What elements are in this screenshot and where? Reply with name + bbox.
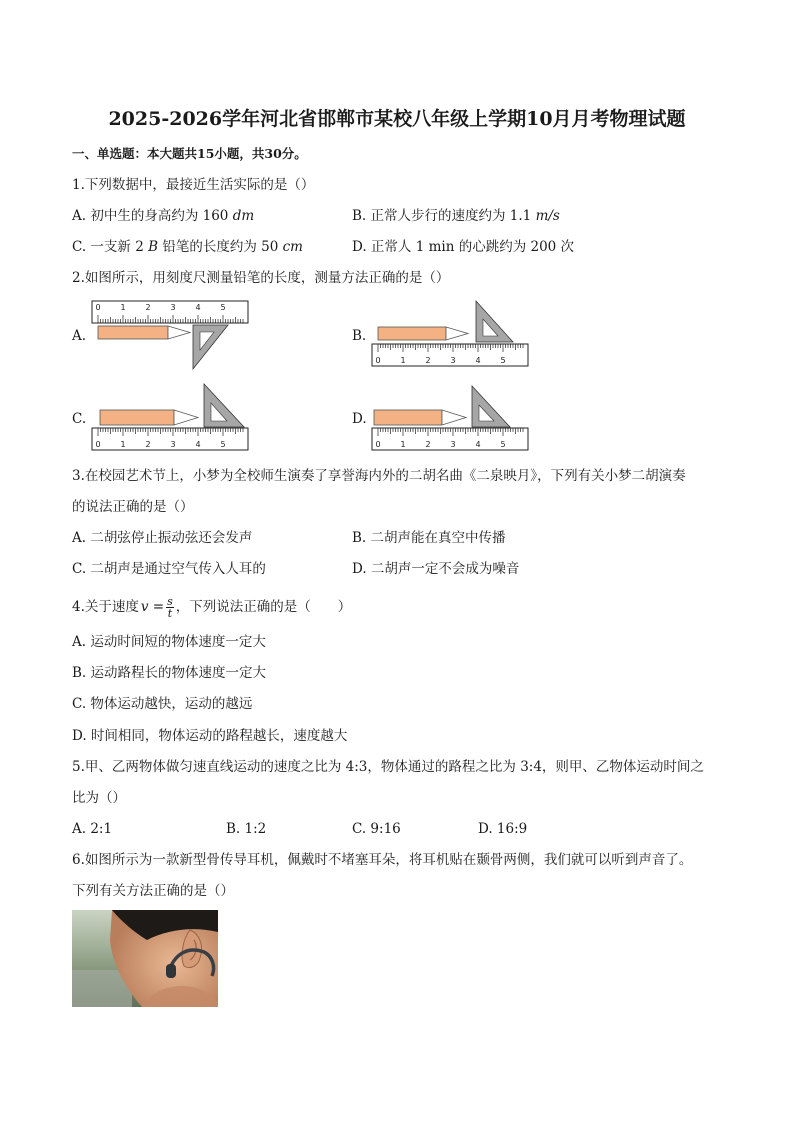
q2-label-a[interactable]: A. (72, 328, 87, 344)
q3-option-d[interactable]: D. 二胡声一定不会成为噪音 (352, 561, 520, 577)
ruler-tick-label: 5 (220, 303, 226, 312)
ruler-figure-c (88, 381, 253, 455)
headphone-icon (166, 964, 176, 978)
q3-stem-line1: 3.在校园艺术节上，小梦为全校师生演奏了享誉海内外的二胡名曲《二泉映月》，下列有关小梦二胡演奏 (72, 468, 686, 484)
q2-stem: 2.如图所示，用刻度尺测量铅笔的长度，测量方法正确的是（） (72, 270, 450, 286)
ruler-tick-label: 1 (120, 440, 126, 449)
q3-stem-line2: 的说法正确的是（） (72, 499, 194, 515)
q1-option-d[interactable]: D. 正常人 1 min 的心跳约为 200 次 (352, 239, 575, 255)
ruler-tick-label: 2 (425, 440, 431, 449)
q5-stem-line2: 比为（） (72, 790, 126, 806)
pencil-d (374, 410, 442, 425)
q5-option-b[interactable]: B. 1:2 (226, 821, 267, 837)
pencil-a (98, 326, 168, 339)
ruler-tick-label: 1 (400, 440, 406, 449)
ruler-tick-label: 4 (475, 440, 481, 449)
pencil-c (100, 410, 174, 425)
q5-option-c[interactable]: C. 9:16 (352, 821, 401, 837)
q3-option-a[interactable]: A. 二胡弦停止振动弦还会发声 (72, 530, 253, 546)
q6-stem-line2: 下列有关方法正确的是（） (72, 883, 234, 899)
ruler-figure-b (368, 298, 533, 372)
ruler-figure-a (88, 298, 253, 372)
q1-option-c[interactable]: C. 一支新 2 B 铅笔的长度约为 50 cm (72, 239, 303, 255)
q2-label-d[interactable]: D. (352, 411, 367, 427)
q1-option-b[interactable]: B. 正常人步行的速度约为 1.1 m/s (352, 208, 560, 224)
ruler-tick-label: 3 (450, 356, 456, 365)
q5-option-d[interactable]: D. 16:9 (478, 821, 528, 837)
page-title: 2025-2026学年河北省邯郸市某校八年级上学期10月月考物理试题 (108, 108, 686, 130)
ruler-tick-label: 4 (475, 356, 481, 365)
q6-stem-line1: 6.如图所示为一款新型骨传导耳机，佩戴时不堵塞耳朵，将耳机贴在颞骨两侧，我们就可以听到声音了。 (72, 852, 693, 868)
q1-option-a[interactable]: A. 初中生的身高约为 160 dm (72, 208, 255, 224)
q3-option-c[interactable]: C. 二胡声是通过空气传入人耳的 (72, 561, 266, 577)
ruler-tick-label: 2 (425, 356, 431, 365)
q4-option-d[interactable]: D. 时间相同，物体运动的路程越长，速度越大 (72, 728, 348, 744)
ruler-tick-label: 2 (145, 303, 151, 312)
ruler-figure-d (368, 381, 533, 455)
q1-stem: 1.下列数据中，最接近生活实际的是（） (72, 177, 315, 193)
q4-option-c[interactable]: C. 物体运动越快，运动的越远 (72, 696, 253, 712)
ruler-tick-label: 0 (375, 440, 381, 449)
ruler-tick-label: 3 (170, 303, 176, 312)
ruler-tick-label: 4 (195, 303, 201, 312)
ruler-tick-label: 5 (220, 440, 226, 449)
pencil-b (378, 327, 446, 340)
q4-option-a[interactable]: A. 运动时间短的物体速度一定大 (72, 634, 266, 650)
q3-option-b[interactable]: B. 二胡声能在真空中传播 (352, 530, 506, 546)
ruler-tick-label: 1 (120, 303, 126, 312)
ruler-tick-label: 5 (500, 440, 506, 449)
section-heading: 一、单选题：本大题共15小题，共30分。 (72, 146, 307, 161)
ruler-tick-label: 3 (450, 440, 456, 449)
q2-label-c[interactable]: C. (72, 411, 87, 427)
set-square-a (193, 325, 228, 369)
q4-stem: 4.关于速度 v = $\frac{s}{t}$ ，下列说法正确的是（ ） (72, 595, 352, 620)
q2-label-b[interactable]: B. (352, 328, 367, 344)
ruler-tick-label: 4 (195, 440, 201, 449)
bone-conduction-headphone-photo (72, 910, 218, 1007)
ruler-tick-label: 5 (500, 356, 506, 365)
ruler-tick-label: 1 (400, 356, 406, 365)
ruler-tick-label: 0 (95, 440, 101, 449)
ruler-tick-label: 3 (170, 440, 176, 449)
speed-formula: $\frac{s}{t}$ (167, 595, 173, 620)
ruler-tick-label: 0 (375, 356, 381, 365)
q5-option-a[interactable]: A. 2:1 (72, 821, 113, 837)
q4-option-b[interactable]: B. 运动路程长的物体速度一定大 (72, 665, 267, 681)
q5-stem-line1: 5.甲、乙两物体做匀速直线运动的速度之比为 4:3，物体通过的路程之比为 3:4，则甲、乙物体运动时间之 (72, 759, 704, 775)
ruler-tick-label: 0 (95, 303, 101, 312)
ruler-tick-label: 2 (145, 440, 151, 449)
